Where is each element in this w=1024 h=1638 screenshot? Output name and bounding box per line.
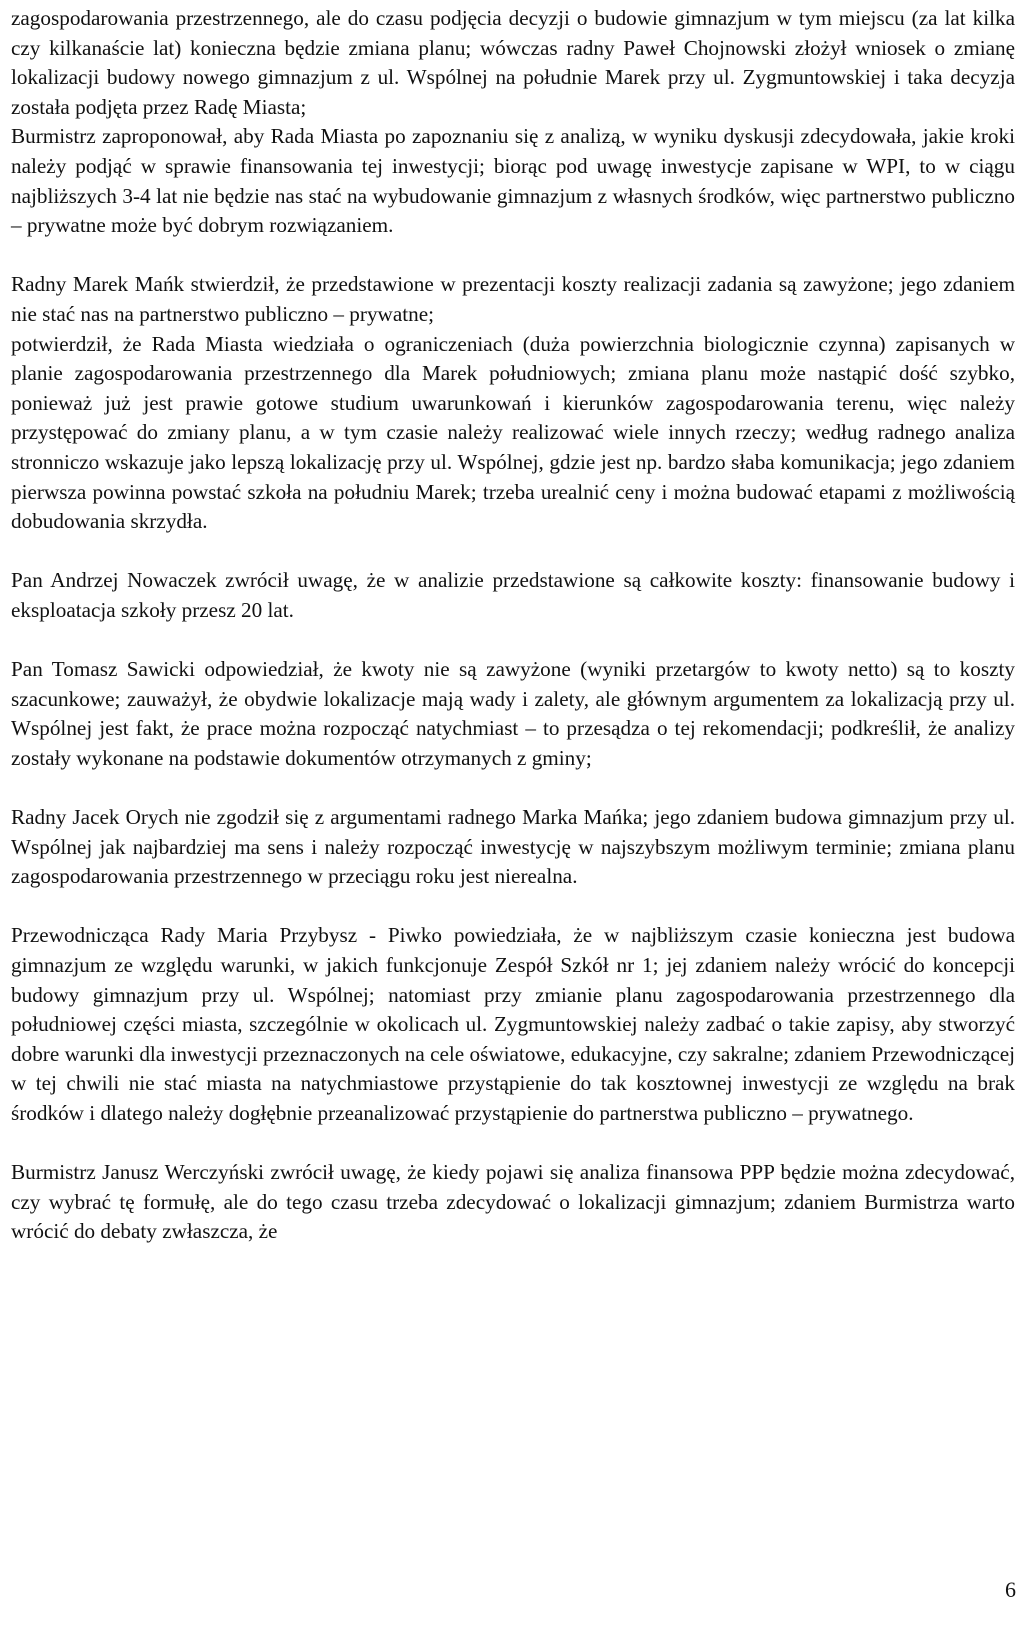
paragraph-plan-context: zagospodarowania przestrzennego, ale do czasu podjęcia decyzji o budowie gimnazjum w tym miejscu (za lat kilka czy kilkanaście lat) konieczna będzie zmiana planu; wówczas radny Paweł Chojnowski złożył wniosek o zmianę lokalizacji budowy nowego gimnazjum z ul. Wspólnej na południe Marek przy ul. Zygmuntowskiej i taka decyzja została podjęta przez Radę Miasta;: [11, 6, 1015, 119]
paragraph-radny-mank: Radny Marek Mańk stwierdził, że przedstawione w prezentacji koszty realizacji zadania są zawyżone; jego zdaniem nie stać nas na partnerstwo publiczno – prywatne;: [11, 272, 1015, 326]
paragraph-sawicki: Pan Tomasz Sawicki odpowiedział, że kwoty nie są zawyżone (wyniki przetargów to kwoty netto) są to koszty szacunkowe; zauważył, że obydwie lokalizacje mają wady i zalety, ale głównym argumentem za lokalizacją przy ul. Wspólnej jest fakt, że prace można rozpocząć natychmiast – to przesądza o tej rekomendacji; podkreślił, że analizy zostały wykonane na podstawie dokumentów otrzymanych z gminy;: [11, 657, 1015, 770]
paragraph-przewodniczaca: Przewodnicząca Rady Maria Przybysz - Piwko powiedziała, że w najbliższym czasie konieczna jest budowa gimnazjum ze względu warunki, w jakich funkcjonuje Zespół Szkół nr 1; jej zdaniem należy wrócić do koncepcji budowy gimnazjum przy ul. Wspólnej; natomiast przy zmianie planu zagospodarowania przestrzennego dla południowej części miasta, szczególnie w okolicach ul. Zygmuntowskiej należy zadbać o takie zapisy, aby stworzyć dobre warunki dla inwestycji przeznaczonych na cele oświatowe, edukacyjne, czy sakralne; zdaniem Przewodniczącej w tej chwili nie stać miasta na natychmiastowe przystąpienie do tak kosztownej inwestycji ze względu na brak środków i dlatego należy dogłębnie przeanalizować przystąpienie do partnerstwa publiczno – prywatnego.: [11, 923, 1015, 1125]
page-number: 6: [1005, 1577, 1016, 1602]
paragraph-radny-mank-confirmed: potwierdził, że Rada Miasta wiedziała o ograniczeniach (duża powierzchnia biologicznie czynna) zapisanych w planie zagospodarowania przestrzennego dla Marek południowych; zmiana planu może nastąpić dość szybko, ponieważ już jest prawie gotowe studium uwarunkowań i kierunków zagospodarowania terenu, więc należy przystępować do zmiany planu, a w tym czasie należy realizować wiele innych rzeczy; według radnego analiza stronniczo wskazuje jako lepszą lokalizację przy ul. Wspólnej, gdzie jest np. bardzo słaba komunikacja; jego zdaniem pierwsza powinna powstać szkoła na południu Marek; trzeba urealnić ceny i można budować etapami z możliwością dobudowania skrzydła.: [11, 331, 1015, 534]
document-page: [11, 4, 1015, 1247]
paragraph-orych: Radny Jacek Orych nie zgodził się z argumentami radnego Marka Mańka; jego zdaniem budowa gimnazjum przy ul. Wspólnej jak najbardziej ma sens i należy rozpocząć inwestycję w najszybszym możliwym terminie; zmiana planu zagospodarowania przestrzennego w przeciągu roku jest nierealna.: [11, 805, 1015, 889]
paragraph-nowaczek: Pan Andrzej Nowaczek zwrócił uwagę, że w analizie przedstawione są całkowite koszty: finansowanie budowy i eksploatacja szkoły przesz 20 lat.: [11, 568, 1015, 622]
paragraph-werczynski: Burmistrz Janusz Werczyński zwrócił uwagę, że kiedy pojawi się analiza finansowa PPP będzie można zdecydować, czy wybrać tę formułę, ale do tego czasu trzeba zdecydować o lokalizacji gimnazjum; zdaniem Burmistrza warto wrócić do debaty zwłaszcza, że: [11, 1160, 1015, 1244]
paragraph-burmistrz-proposal: Burmistrz zaproponował, aby Rada Miasta po zapoznaniu się z analizą, w wyniku dyskusji zdecydowała, jakie kroki należy podjąć w sprawie finansowania tej inwestycji; biorąc pod uwagę inwestycje zapisane w WPI, to w ciągu najbliższych 3-4 lat nie będzie nas stać na wybudowanie gimnazjum z własnych środków, więc partnerstwo publiczno – prywatne może być dobrym rozwiązaniem.: [11, 124, 1015, 238]
